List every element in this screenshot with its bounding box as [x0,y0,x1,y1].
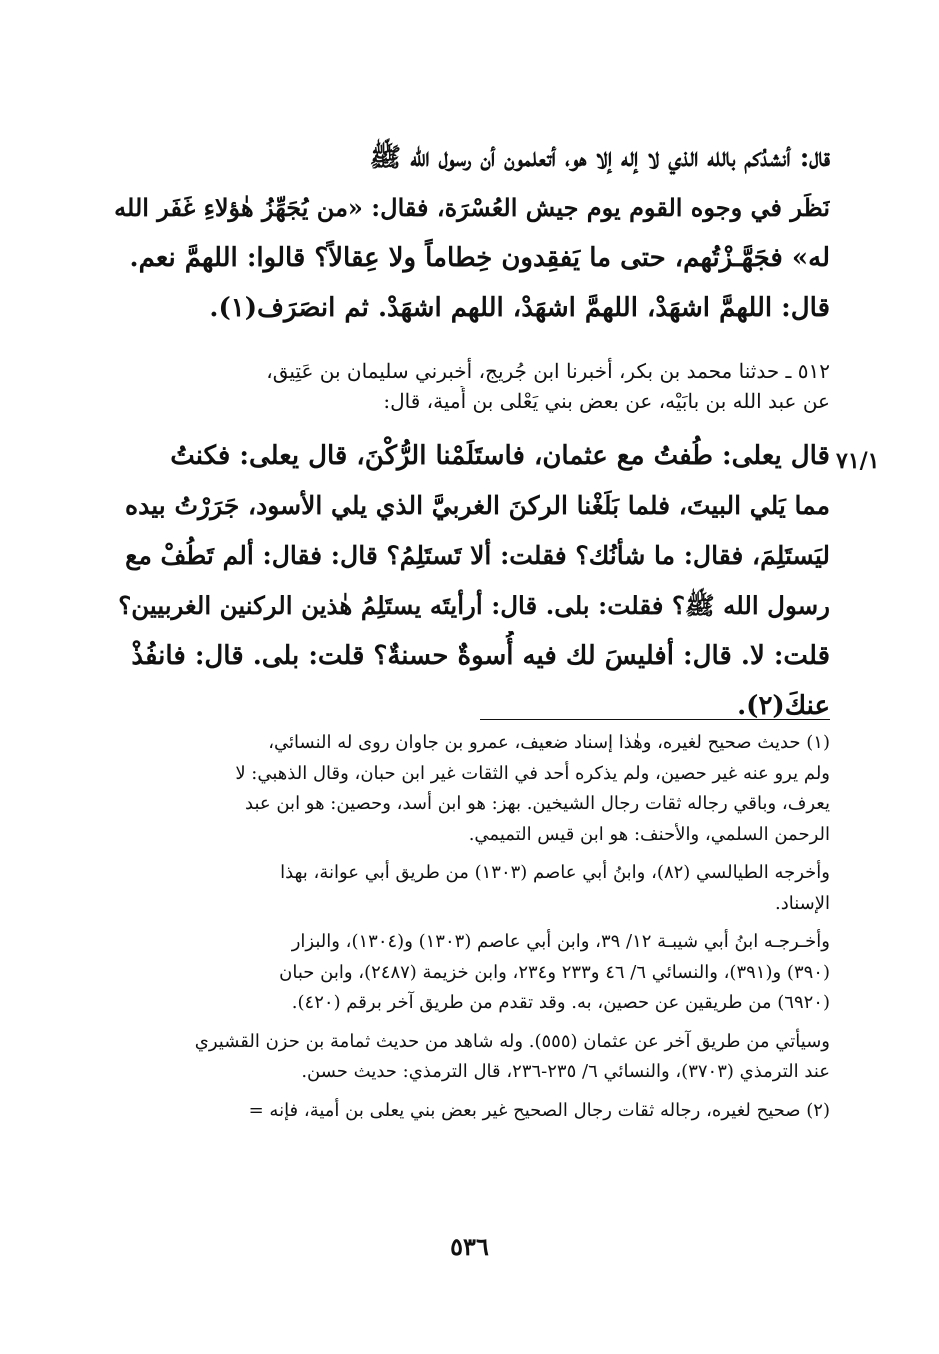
text-line: عنكَ(٢). [737,691,830,721]
footnote-line: ولم يرو عنه غير حصين، ولم يذكره أحد في الثقات غير ابن حبان، وقال الذهبي: لا [235,762,830,784]
footnote-2 [112,1096,830,1127]
text-line: قال: أنشدُكم بالله الذي لا إله إلا هو، أتعلمون أن رسول الله ﷺ [369,143,830,173]
footnote-line: وسيأتي من طريق آخر عن عثمان (٥٥٥). وله شاهد من حديث ثمامة بن حزن القشيري [194,1030,830,1052]
footnote-1 [112,728,830,850]
main-paragraph-1 [112,133,830,333]
text-line: ٥١٢ ـ حدثنا محمد بن بكر، أخبرنا ابن جُريج، أخبرني سليمان بن عَتِيق، [266,359,830,383]
footnote-1-paragraph-2 [112,858,830,919]
text-line: له» فجَهَّـزْتُهم، حتى ما يَفقِدون خِطاماً ولا عِقالاً؟ قالوا: اللهمَّ نعم. [129,243,830,273]
footnote-line: وأخـرجـه ابنُ أبي شيبـة ١٢/ ٣٩، وابن أبي عاصم (١٣٠٣) و(١٣٠٤)، والبزار [291,931,830,952]
text-line: عن عبد الله بن بابَيْه، عن بعض بني يَعْلى بن أُمية، قال: [383,389,830,413]
footnote-divider [480,719,830,720]
footnote-line: يعرف، وباقي رجاله ثقات رجال الشيخين. بهز: هو ابن أسد، وحصين: هو ابن عبد [245,793,830,814]
footnote-line: (٦٩٢٠) من طريقين عن حصين، به. وقد تقدم من طريق آخر برقم (٤٢٠). [291,992,830,1013]
margin-reference: ٧١/١ [836,448,880,474]
footnote-1-paragraph-4 [112,1027,830,1088]
footnote-line: وأخرجه الطيالسي (٨٢)، وابنُ أبي عاصم (١٣٠٣) من طريق أبي عوانة، بهذا [280,862,830,883]
main-text [112,133,830,333]
text-line: مما يَلي البيتَ، فلما بَلَغْنا الركنَ الغربيَّ الذي يلي الأسود، جَرَرْتُ بيده [125,491,830,520]
text-line: قال: اللهمَّ اشهَدْ، اللهمَّ اشهَدْ، اللهم اشهَدْ. ثم انصَرَف(١). [209,293,830,323]
page-number: ٥٣٦ [450,1232,489,1261]
footnote-line: عند الترمذي (٣٧٠٣)، والنسائي ٦/ ٢٣٥-٢٣٦، قال الترمذي: حديث حسن. [301,1061,830,1082]
text-line: رسول الله ﷺ؟ فقلت: بلى. قال: أرأيتَه يستَلِمُ هٰذين الركنين الغربيين؟ [118,591,830,620]
footnotes [112,728,830,1126]
footnote-line: (١) حديث صحيح لغيره، وهٰذا إسناد ضعيف، عمرو بن جاوان روى له النسائي، [268,732,830,753]
isnad-512 [112,356,830,416]
footnote-line: (٣٩٠) و(٣٩١)، والنسائي ٦/ ٤٦ و٢٣٣ و٢٣٤، وابن خزيمة (٢٤٨٧)، وابن حبان [279,961,830,983]
main-paragraph-2 [112,431,830,731]
text-line: ليَستَلِمَ، فقال: ما شأنُك؟ فقلت: ألا تَستَلِمُ؟ قال: فقال: ألم تَطُفْ مع [125,541,830,570]
text-line: نَظَر في وجوه القوم يوم جيش العُسْرَة، فقال: «من يُجَهِّزُ هٰؤلاءِ غَفَر الله [114,193,830,222]
text-line: قال يعلى: طُفتُ مع عثمان، فاستَلَمْنا الرُّكْنَ، قال يعلى: فكنتُ [170,441,830,471]
footnote-line: الإسناد. [774,892,830,914]
text-line: قلت: لا. قال: أفليسَ لك فيه أُسوةٌ حسنةٌ؟ قلت: بلى. قال: فانفُذْ [131,641,830,671]
footnote-line: (٢) صحيح لغيره، رجاله ثقات رجال الصحيح غير بعض بني يعلى بن أمية، فإنه = [248,1099,830,1121]
footnote-1-paragraph-3 [112,927,830,1019]
footnote-line: الرحمن السلمي، والأحنف: هو ابن قيس التميمي. [468,823,830,845]
